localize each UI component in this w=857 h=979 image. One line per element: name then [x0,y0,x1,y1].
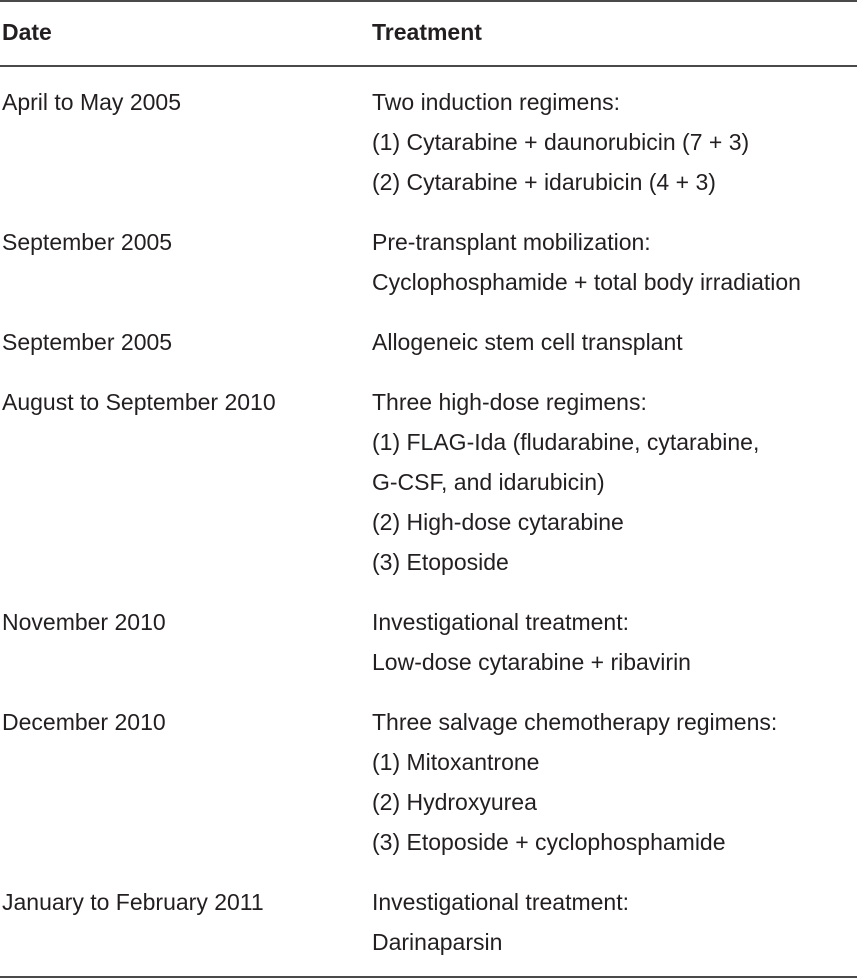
treatment-line: Three salvage chemotherapy regimens: [372,709,778,735]
treatment-line: Three high-dose regimens: [372,389,647,415]
table-bottom-rule [0,976,857,978]
treatment-line: (1) Cytarabine + daunorubicin (7 + 3) [372,129,750,155]
treatment-line: (2) High-dose cytarabine [372,509,624,535]
row-treatment [372,882,857,962]
treatment-line: Pre-transplant mobilization: [372,229,651,255]
row-date: January to February 2011 [2,889,264,915]
treatment-line: (1) Mitoxantrone [372,749,540,775]
treatment-line: Investigational treatment: [372,609,629,635]
row-date: December 2010 [2,709,166,735]
treatment-line: (2) Cytarabine + idarubicin (4 + 3) [372,169,716,195]
treatment-line: (1) FLAG-Ida (fludarabine, cytarabine, [372,429,760,455]
treatment-line: Two induction regimens: [372,89,621,115]
row-treatment [372,222,857,302]
treatment-line: Investigational treatment: [372,889,629,915]
treatment-line: G-CSF, and idarubicin) [372,469,605,495]
row-date: April to May 2005 [2,89,181,115]
row-date: September 2005 [2,329,173,355]
row-date: November 2010 [2,609,166,635]
treatment-line: (2) Hydroxyurea [372,789,537,815]
row-treatment [372,382,857,582]
row-date: September 2005 [2,229,173,255]
table-top-rule [0,0,857,2]
treatment-line: (3) Etoposide + cyclophosphamide [372,829,726,855]
header-treatment: Treatment [372,19,482,45]
row-treatment [372,702,857,862]
treatment-line: Allogeneic stem cell transplant [372,329,683,355]
row-treatment [372,602,857,682]
treatment-line: (3) Etoposide [372,549,509,575]
row-treatment [372,82,857,202]
header-date: Date [2,19,52,45]
treatment-line: Darinaparsin [372,929,503,955]
row-treatment [372,322,857,362]
treatment-line: Low-dose cytarabine + ribavirin [372,649,691,675]
header-rule [0,65,857,67]
row-date: August to September 2010 [2,389,276,415]
treatment-line: Cyclophosphamide + total body irradiation [372,269,801,295]
